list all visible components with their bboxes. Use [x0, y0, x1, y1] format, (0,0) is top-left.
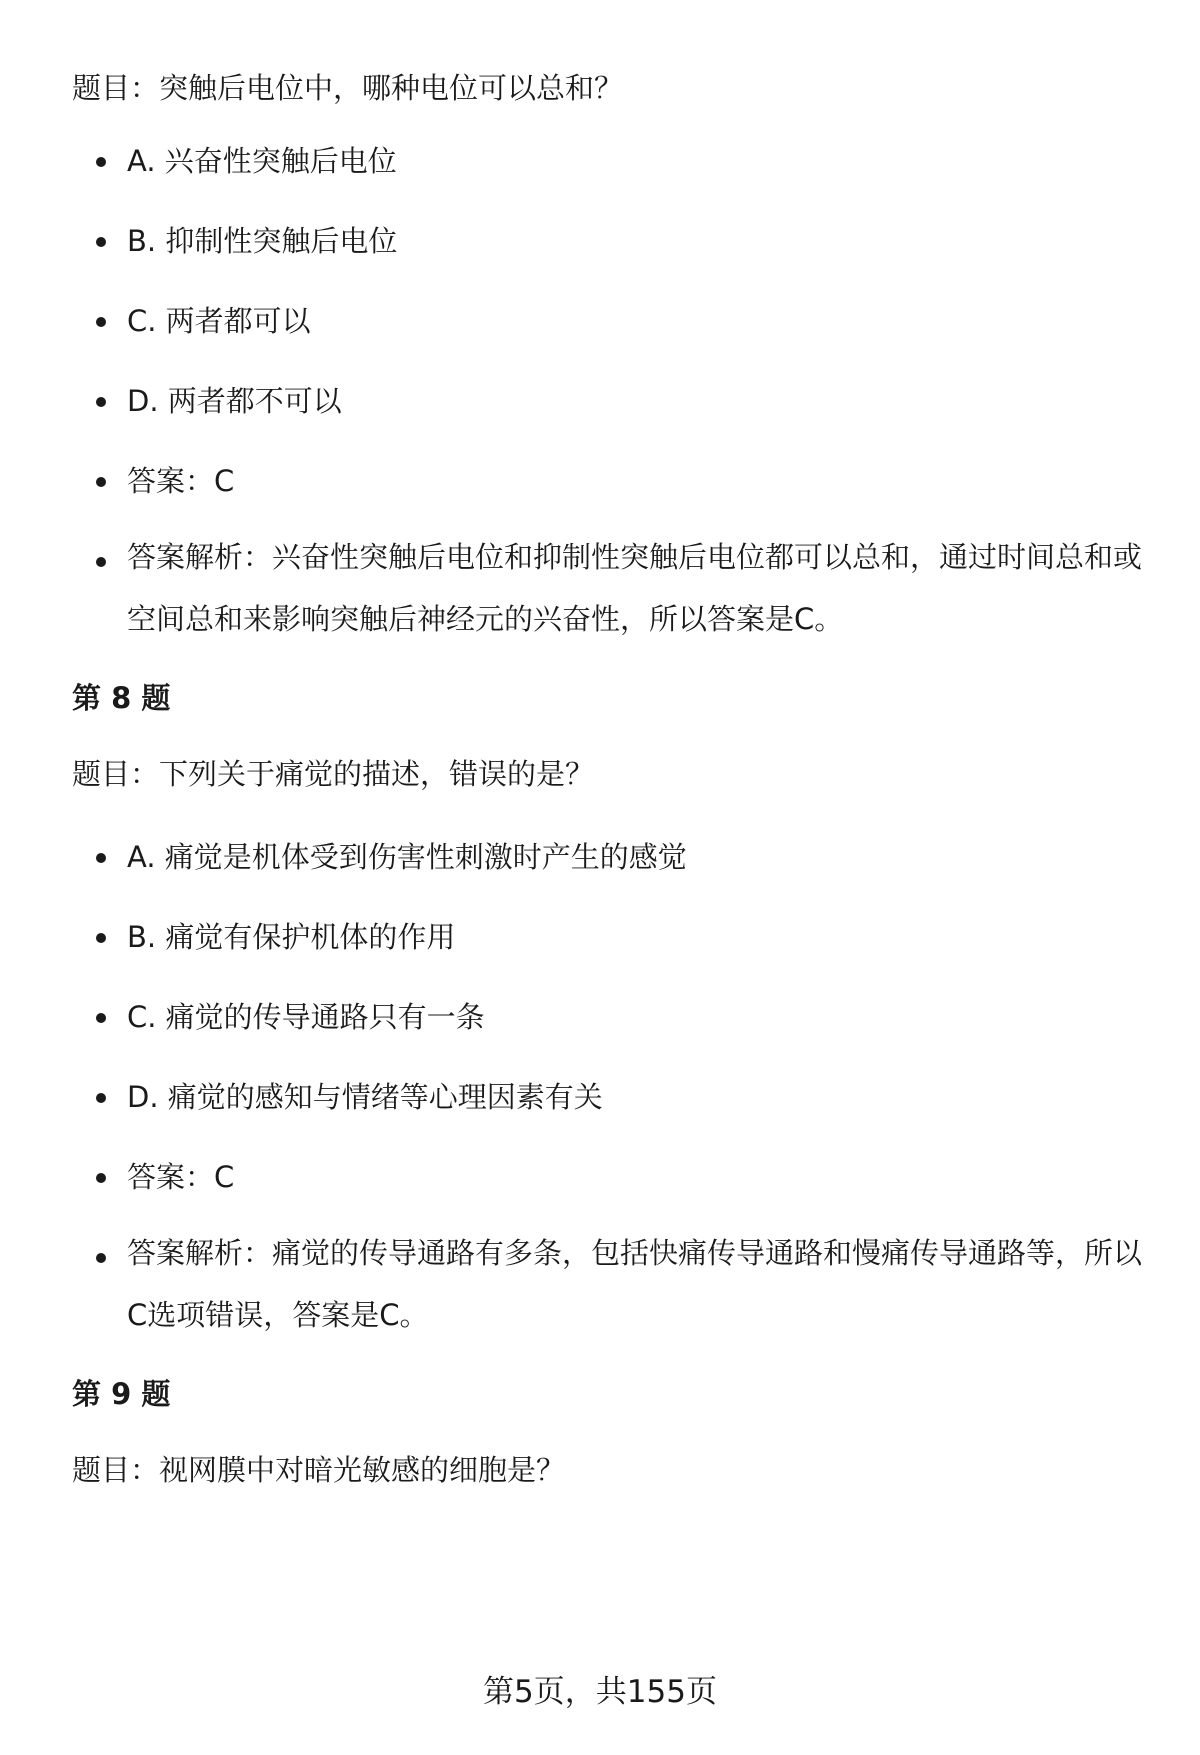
q8-stem: 题目：下列关于痛觉的描述，错误的是？: [72, 757, 595, 791]
q7-option-b: B. 抑制性突触后电位: [127, 206, 1142, 277]
q8-option-c: C. 痛觉的传导通路只有一条: [127, 982, 1142, 1053]
q8-option-b: B. 痛觉有保护机体的作用: [127, 902, 1142, 973]
q7-option-c: C. 两者都可以: [127, 286, 1142, 357]
q7-explanation: 答案解析：兴奋性突触后电位和抑制性突触后电位都可以总和，通过时间总和或空间总和来影响突触后神经元的兴奋性，所以答案是C。: [127, 526, 1142, 650]
q7-answer: 答案：C: [127, 446, 1142, 517]
page-number-footer: 第5页，共155页: [483, 1674, 717, 1710]
q7-option-d: D. 两者都不可以: [127, 366, 1142, 437]
q7-stem: 题目：突触后电位中，哪种电位可以总和？: [72, 71, 624, 105]
q9-stem: 题目：视网膜中对暗光敏感的细胞是？: [72, 1453, 566, 1487]
q8-option-a: A. 痛觉是机体受到伤害性刺激时产生的感觉: [127, 822, 1142, 893]
q9-heading: 第 9 题: [72, 1377, 171, 1411]
q8-answer: 答案：C: [127, 1142, 1142, 1213]
q8-option-d: D. 痛觉的感知与情绪等心理因素有关: [127, 1062, 1142, 1133]
q7-option-a: A. 兴奋性突触后电位: [127, 126, 1142, 197]
q8-explanation: 答案解析：痛觉的传导通路有多条，包括快痛传导通路和慢痛传导通路等，所以C选项错误，答案是C。: [127, 1222, 1142, 1346]
q8-heading: 第 8 题: [72, 681, 171, 715]
